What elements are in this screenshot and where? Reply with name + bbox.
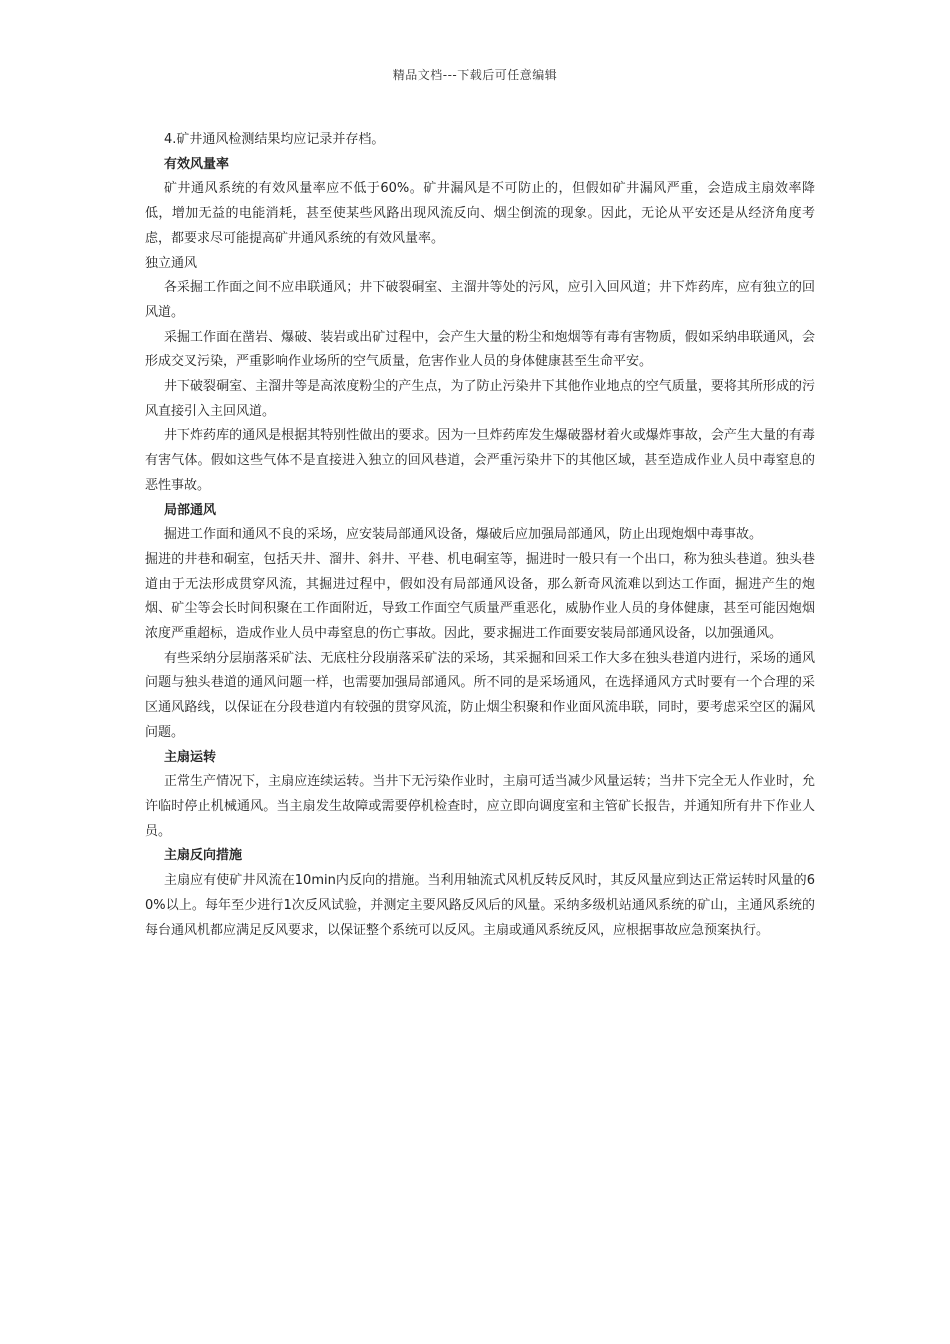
- paragraph-local-ventilation-3: 有些采纳分层崩落采矿法、无底柱分段崩落采矿法的采场，其采掘和回采工作大多在独头巷道内进行，采场的通风问题与独头巷道的通风问题一样，也需要加强局部通风。所不同的是采场通风，在选择通风方式时要有一个合理的采区通风路线，以保证在分段巷道内有较强的贯穿风流，防止烟尘积聚和作业面风流串联，同时，要考虑采空区的漏风问题。: [145, 650, 815, 740]
- heading-effective-air-rate: 有效风量率: [164, 156, 230, 172]
- paragraph-local-ventilation-1: 掘进工作面和通风不良的采场，应安装局部通风设备，爆破后应加强局部通风，防止出现炮烟中毒事故。: [164, 527, 763, 543]
- heading-main-fan-operation: 主扇运转: [164, 749, 217, 765]
- document-body: [145, 128, 815, 943]
- heading-local-ventilation: 局部通风: [164, 502, 217, 518]
- paragraph-effective-air-rate: 矿井通风系统的有效风量率应不低于60%。矿井漏风是不可防止的，但假如矿井漏风严重，会造成主扇效率降低，增加无益的电能消耗，甚至使某些风路出现风流反向、烟尘倒流的现象。因此，无论从平安还是从经济角度考虑，都要求尽可能提高矿井通风系统的有效风量率。: [145, 181, 815, 246]
- paragraph-main-fan-operation: 正常生产情况下，主扇应连续运转。当井下无污染作业时，主扇可适当减少风量运转；当井下完全无人作业时，允许临时停止机械通风。当主扇发生故障或需要停机检查时，应立即向调度室和主管矿长报告，并通知所有井下作业人员。: [145, 774, 815, 839]
- paragraph-local-ventilation-2: 掘进的井巷和硐室，包括天井、溜井、斜井、平巷、机电硐室等，掘进时一般只有一个出口，称为独头巷道。独头巷道由于无法形成贯穿风流，其掘进过程中，假如没有局部通风设备，那么新奇风流难以到达工作面，掘进产生的炮烟、矿尘等会长时间积聚在工作面附近，导致工作面空气质量严重恶化，威胁作业人员的身体健康，甚至可能因炮烟浓度严重超标，造成作业人员中毒窒息的伤亡事故。因此，要求掘进工作面要安装局部通风设备，以加强通风。: [145, 551, 815, 642]
- heading-main-fan-reversal: 主扇反向措施: [164, 848, 243, 864]
- heading-independent-ventilation: 独立通风: [145, 255, 198, 271]
- paragraph-main-fan-reversal: 主扇应有使矿井风流在10min内反向的措施。当利用轴流式风机反转反风时，其反风量应到达正常运转时风量的60%以上。每年至少进行1次反风试验，并测定主要风路反风后的风量。采纳多级机站通风系统的矿山，主通风系统的每台通风机都应满足反风要求，以保证整个系统可以反风。主扇或通风系统反风，应根据事故应急预案执行。: [145, 873, 815, 938]
- paragraph-independent-ventilation-4: 井下炸药库的通风是根据其特别性做出的要求。因为一旦炸药库发生爆破器材着火或爆炸事故，会产生大量的有毒有害气体。假如这些气体不是直接进入独立的回风巷道，会严重污染井下的其他区域，甚至造成作业人员中毒窒息的恶性事故。: [145, 428, 815, 493]
- paragraph-independent-ventilation-2: 采掘工作面在凿岩、爆破、装岩或出矿过程中，会产生大量的粉尘和炮烟等有毒有害物质，假如采纳串联通风，会形成交叉污染，严重影响作业场所的空气质量，危害作业人员的身体健康甚至生命平安。: [145, 329, 815, 370]
- paragraph-independent-ventilation-3: 井下破裂硐室、主溜井等是高浓度粉尘的产生点，为了防止污染井下其他作业地点的空气质量，要将其所形成的污风直接引入主回风道。: [145, 379, 815, 419]
- page-header: 精品文档---下载后可任意编辑: [392, 68, 558, 82]
- paragraph-independent-ventilation-1: 各采掘工作面之间不应串联通风；井下破裂硐室、主溜井等处的污风，应引入回风道；井下炸药库，应有独立的回风道。: [145, 280, 815, 320]
- paragraph-record-storage: 4.矿井通风检测结果均应记录并存档。: [164, 132, 385, 147]
